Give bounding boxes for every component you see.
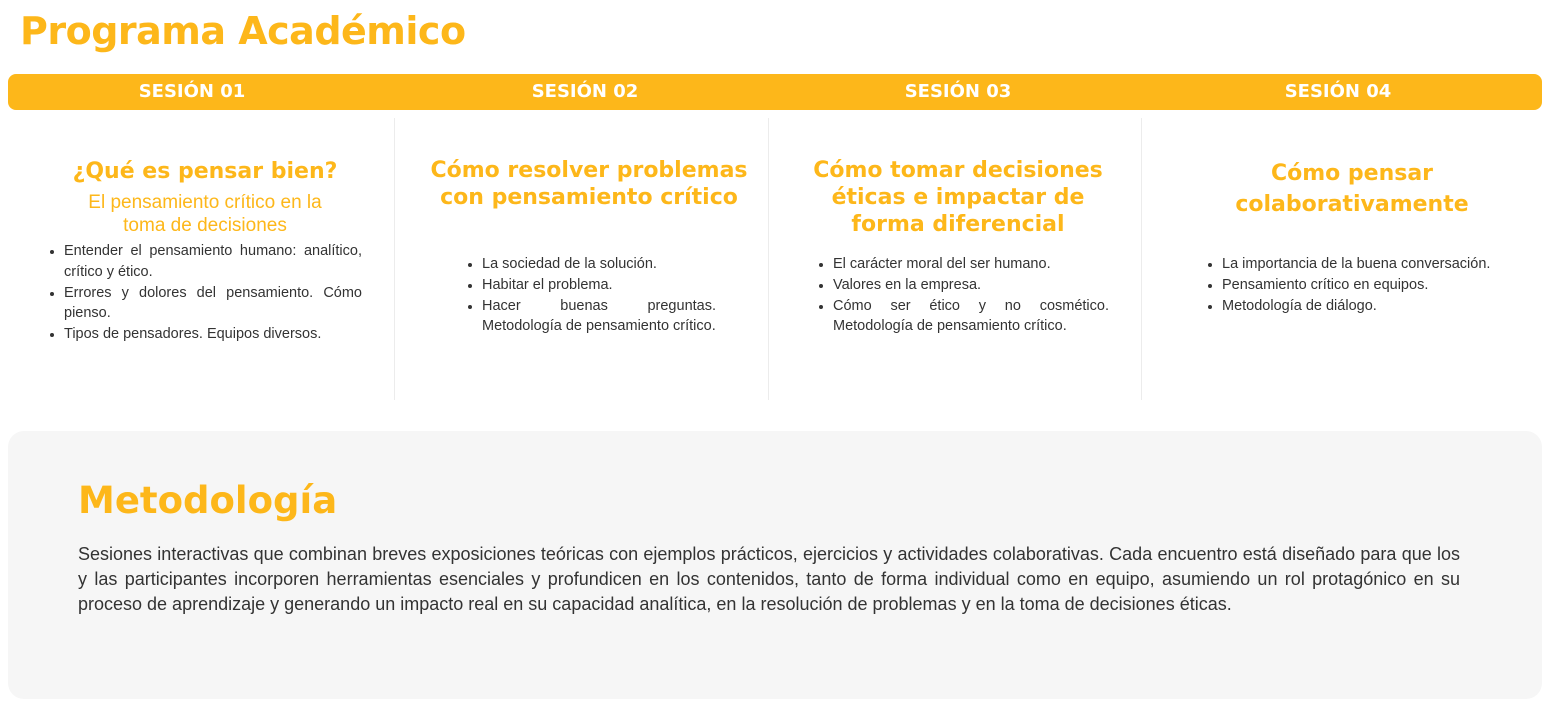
column-divider — [394, 118, 395, 400]
methodology-title: Metodología — [78, 479, 338, 522]
session-header-bar — [8, 74, 1542, 110]
session-01-column — [48, 152, 362, 345]
session-02-topics — [466, 254, 716, 337]
list-item: La sociedad de la solución. — [466, 254, 716, 275]
list-item: Pensamiento crítico en equipos. — [1206, 275, 1546, 296]
session-01-label: SESIÓN 01 — [138, 81, 246, 102]
session-03-topics — [817, 254, 1109, 337]
list-item: Tipos de pensadores. Equipos diversos. — [48, 324, 362, 345]
list-item: Metodología de diálogo. — [1206, 296, 1546, 317]
session-01-title: ¿Qué es pensar bien? — [72, 159, 338, 184]
methodology-description: Sesiones interactivas que combinan breves exposiciones teóricas con ejemplos prácticos, ejercicios y actividades colaborativas. Cada encuentro está diseñado para que los y las participantes incorporen herramientas esenciales y profundicen en los contenidos, tanto de forma individual como en equipo, asumiendo un rol protagónico en su proceso de aprendizaje y generando un impacto real en su capacidad analítica, en la resolución de problemas y en la toma de decisiones éticas. — [78, 544, 1460, 614]
session-04-topics — [1206, 254, 1546, 316]
session-04-label: SESIÓN 04 — [1284, 81, 1392, 102]
session-04-column — [1222, 152, 1482, 220]
session-03-title: Cómo tomar decisiones éticas e impactar de forma diferencial — [813, 158, 1103, 237]
column-divider — [1141, 118, 1142, 400]
session-02-column — [424, 152, 754, 211]
list-item: Cómo ser ético y no cosmético. Metodología de pensamiento crítico. — [817, 296, 1109, 338]
list-item: Habitar el problema. — [466, 275, 716, 296]
session-03-label: SESIÓN 03 — [904, 81, 1012, 102]
column-divider — [768, 118, 769, 400]
session-01-topics — [48, 241, 362, 345]
session-03-column — [808, 152, 1108, 238]
session-04-title: Cómo pensar colaborativamente — [1235, 161, 1469, 217]
session-02-title: Cómo resolver problemas con pensamiento crítico — [430, 158, 748, 210]
list-item: La importancia de la buena conversación. — [1206, 254, 1546, 275]
methodology-panel — [8, 431, 1542, 699]
page-title: Programa Académico — [20, 9, 466, 53]
session-02-label: SESIÓN 02 — [531, 81, 639, 102]
list-item: Entender el pensamiento humano: analítico, crítico y ético. — [48, 241, 362, 283]
list-item: Errores y dolores del pensamiento. Cómo pienso. — [48, 283, 362, 325]
list-item: Valores en la empresa. — [817, 275, 1109, 296]
session-01-subtitle: El pensamiento crítico en la toma de decisiones — [88, 192, 322, 236]
list-item: El carácter moral del ser humano. — [817, 254, 1109, 275]
list-item: Hacer buenas preguntas. Metodología de pensamiento crítico. — [466, 296, 716, 338]
